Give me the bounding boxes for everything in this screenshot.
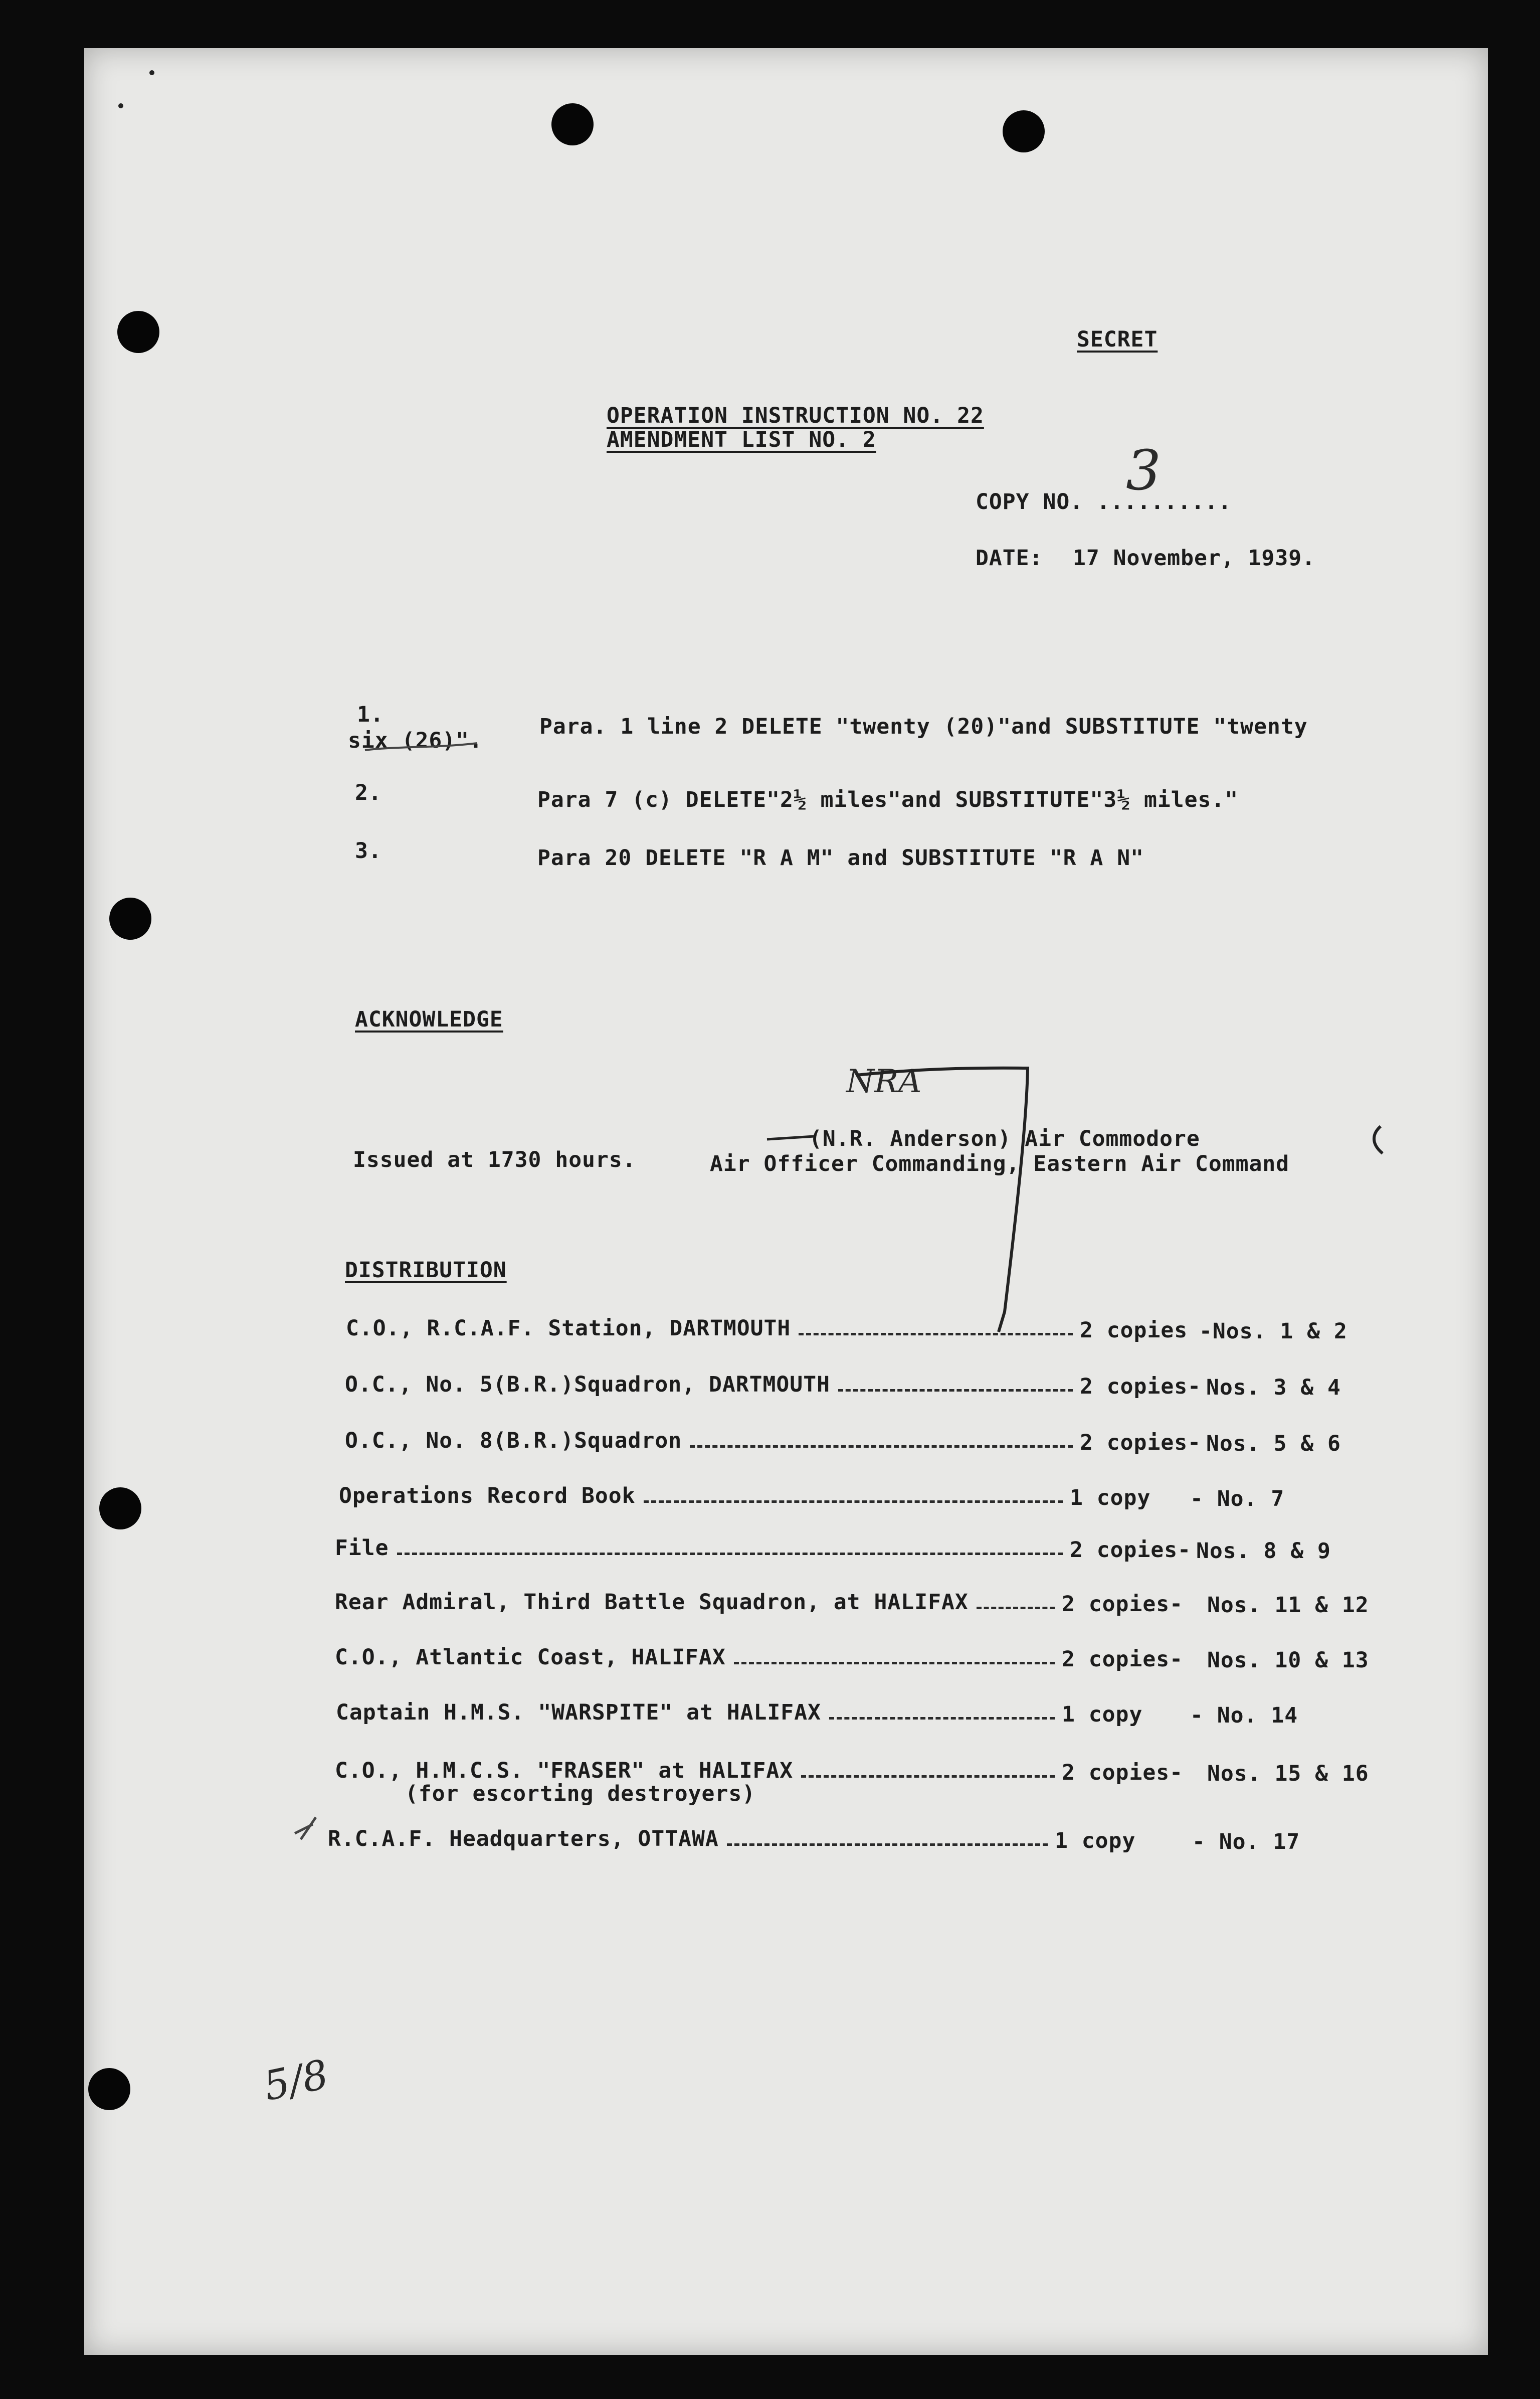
distribution-copies: 2 copies: [1080, 1318, 1188, 1343]
pen-markings: [84, 48, 1488, 2355]
distribution-recipient: C.O., R.C.A.F. Station, DARTMOUTH: [346, 1316, 791, 1341]
distribution-copies: 1 copy: [1062, 1702, 1143, 1727]
distribution-copies: 2 copies-: [1080, 1374, 1201, 1399]
distribution-recipient-note: (for escorting destroyers): [405, 1781, 756, 1806]
distribution-recipient: Rear Admiral, Third Battle Squadron, at HALIFAX: [335, 1590, 969, 1615]
document-page: [84, 48, 1488, 2355]
classification-marking: SECRET: [1077, 327, 1158, 352]
signature-stroke: [856, 1068, 1028, 1332]
distribution-copies: 1 copy: [1055, 1828, 1136, 1853]
signature-initials: NRA: [846, 1063, 922, 1100]
amendment-number: 1.: [357, 702, 384, 727]
distribution-recipient: C.O., H.M.C.S. "FRASER" at HALIFAX: [335, 1758, 794, 1783]
amendment-text: Para. 1 line 2 DELETE "twenty (20)"and SUBSTITUTE "twenty: [539, 714, 1308, 739]
distribution-numbers: -Nos. 1 & 2: [1199, 1319, 1348, 1344]
distribution-copies: 2 copies-: [1062, 1647, 1183, 1672]
amendment-continuation: six (26)".: [348, 728, 483, 753]
acknowledge-heading: ACKNOWLEDGE: [355, 1007, 503, 1032]
distribution-copies: 2 copies-: [1080, 1430, 1201, 1455]
distribution-numbers: - No. 7: [1190, 1486, 1285, 1511]
date-label: DATE:: [976, 546, 1043, 571]
distribution-numbers: Nos. 15 & 16: [1207, 1761, 1369, 1786]
distribution-copies: 2 copies-: [1062, 1592, 1183, 1617]
amendment-number: 2.: [355, 780, 382, 805]
date-value: 17 November, 1939.: [1073, 546, 1315, 571]
margin-note: 5/8: [259, 2050, 333, 2110]
distribution-recipient: Operations Record Book: [339, 1483, 636, 1508]
distribution-recipient: R.C.A.F. Headquarters, OTTAWA: [328, 1826, 719, 1851]
distribution-numbers: - No. 17: [1192, 1829, 1300, 1854]
distribution-copies: 2 copies-: [1062, 1760, 1183, 1785]
distribution-numbers: Nos. 8 & 9: [1196, 1538, 1331, 1564]
distribution-numbers: Nos. 11 & 12: [1207, 1593, 1369, 1618]
distribution-recipient: C.O., Atlantic Coast, HALIFAX: [335, 1645, 726, 1670]
distribution-numbers: - No. 14: [1190, 1703, 1298, 1728]
distribution-recipient: File: [335, 1535, 389, 1561]
distribution-heading: DISTRIBUTION: [345, 1258, 507, 1283]
distribution-recipient: O.C., No. 5(B.R.)Squadron, DARTMOUTH: [345, 1372, 830, 1397]
distribution-numbers: Nos. 5 & 6: [1206, 1431, 1341, 1456]
issued-time: Issued at 1730 hours.: [353, 1147, 636, 1172]
bracket-mark: [1374, 1126, 1383, 1153]
distribution-recipient: Captain H.M.S. "WARSPITE" at HALIFAX: [336, 1700, 821, 1725]
amendment-text: Para 20 DELETE "R A M" and SUBSTITUTE "R A N": [537, 845, 1144, 871]
distribution-numbers: Nos. 3 & 4: [1206, 1375, 1341, 1400]
distribution-numbers: Nos. 10 & 13: [1207, 1648, 1369, 1673]
copy-number-label: COPY NO. ..........: [976, 489, 1232, 515]
signatory-title: Air Officer Commanding, Eastern Air Command: [710, 1151, 1290, 1176]
signatory-name: (N.R. Anderson) Air Commodore: [809, 1126, 1200, 1151]
amendment-number: 3.: [355, 838, 382, 864]
amendment-title: AMENDMENT LIST NO. 2: [607, 427, 876, 452]
strike-through-stroke: [767, 1136, 814, 1139]
pen-mark: [295, 1817, 316, 1839]
distribution-copies: 1 copy: [1070, 1485, 1151, 1510]
copy-number-handwritten: 3: [1126, 438, 1161, 502]
underline-squiggle: [365, 743, 477, 750]
distribution-recipient: O.C., No. 8(B.R.)Squadron: [345, 1428, 682, 1453]
distribution-copies: 2 copies-: [1070, 1537, 1191, 1563]
amendment-text: Para 7 (c) DELETE"2½ miles"and SUBSTITUTE"3½ miles.": [537, 787, 1239, 812]
instruction-title: OPERATION INSTRUCTION NO. 22: [607, 403, 984, 428]
